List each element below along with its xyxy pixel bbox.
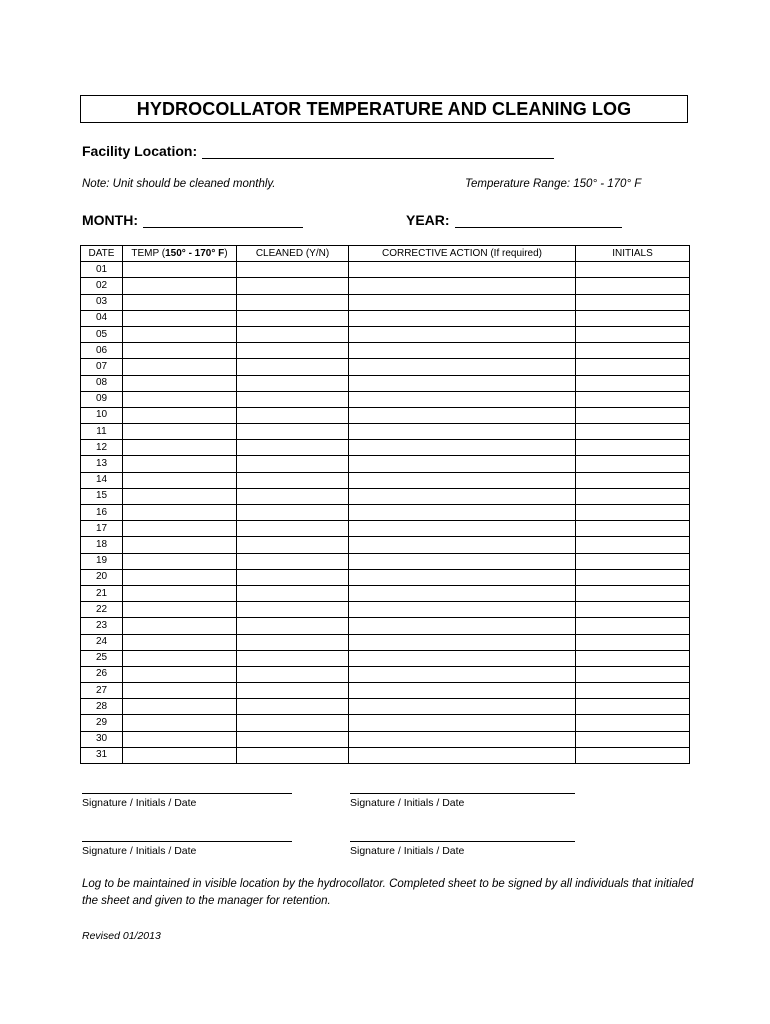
temp-header-suffix: ) [224,247,228,259]
date-cell: 12 [81,440,123,456]
corrective-action-cell[interactable] [349,634,576,650]
retention-note: Log to be maintained in visible location by the hydrocollator. Completed sheet to be signed by all individuals that initialed the sheet and given to the manager for retention. [82,878,694,907]
table-row [81,343,690,359]
temp-cell[interactable] [123,391,237,407]
date-cell: 31 [81,747,123,763]
corrective-action-cell[interactable] [349,310,576,326]
temp-header-prefix: TEMP ( [131,247,166,259]
signature-line-1[interactable] [82,793,292,794]
temp-cell[interactable] [123,521,237,537]
corrective-action-cell[interactable] [349,424,576,440]
corrective-action-cell[interactable] [349,747,576,763]
table-row [81,488,690,504]
table-row [81,585,690,601]
cleaned-cell[interactable] [237,683,349,699]
cleaned-cell[interactable] [237,278,349,294]
date-cell: 29 [81,715,123,731]
table-row [81,424,690,440]
temp-cell[interactable] [123,602,237,618]
cleaned-cell[interactable] [237,424,349,440]
table-row [81,650,690,666]
table-row [81,731,690,747]
corrective-action-cell[interactable] [349,602,576,618]
temp-cell[interactable] [123,343,237,359]
temp-cell[interactable] [123,278,237,294]
temp-cell[interactable] [123,472,237,488]
corrective-action-cell[interactable] [349,553,576,569]
initials-cell[interactable] [576,602,690,618]
initials-cell[interactable] [576,488,690,504]
table-row [81,391,690,407]
initials-cell[interactable] [576,375,690,391]
initials-cell[interactable] [576,343,690,359]
cleaned-cell[interactable] [237,310,349,326]
corrective-action-cell[interactable] [349,391,576,407]
year-field[interactable] [455,213,622,228]
initials-cell[interactable] [576,666,690,682]
corrective-action-cell[interactable] [349,440,576,456]
temp-cell[interactable] [123,456,237,472]
initials-cell[interactable] [576,262,690,278]
month-field[interactable] [143,213,303,228]
year-row [406,212,622,228]
revision-date: Revised 01/2013 [82,930,161,942]
signature-label-3: Signature / Initials / Date [82,845,197,857]
cleaned-cell[interactable] [237,602,349,618]
table-row [81,294,690,310]
table-row [81,407,690,423]
corrective-action-cell[interactable] [349,294,576,310]
initials-cell[interactable] [576,391,690,407]
cleaned-cell[interactable] [237,585,349,601]
cleaned-cell[interactable] [237,326,349,342]
cleaned-cell[interactable] [237,521,349,537]
temp-cell[interactable] [123,440,237,456]
table-header-row [81,246,690,262]
table-row [81,634,690,650]
corrective-action-cell[interactable] [349,326,576,342]
corrective-action-cell[interactable] [349,407,576,423]
date-cell: 05 [81,326,123,342]
initials-cell[interactable] [576,359,690,375]
cleaned-cell[interactable] [237,472,349,488]
initials-cell[interactable] [576,521,690,537]
cleaned-cell[interactable] [237,440,349,456]
corrective-action-cell[interactable] [349,359,576,375]
date-cell: 24 [81,634,123,650]
date-cell: 30 [81,731,123,747]
initials-cell[interactable] [576,278,690,294]
initials-cell[interactable] [576,569,690,585]
cleaned-cell[interactable] [237,650,349,666]
table-row [81,375,690,391]
corrective-action-cell[interactable] [349,488,576,504]
signature-line-2[interactable] [350,793,575,794]
table-row [81,359,690,375]
temp-cell[interactable] [123,326,237,342]
cleaned-cell[interactable] [237,699,349,715]
corrective-action-cell[interactable] [349,262,576,278]
initials-cell[interactable] [576,618,690,634]
initials-cell[interactable] [576,715,690,731]
date-cell: 21 [81,585,123,601]
temp-cell[interactable] [123,359,237,375]
initials-cell[interactable] [576,650,690,666]
cleaned-cell[interactable] [237,456,349,472]
temp-cell[interactable] [123,731,237,747]
date-cell: 07 [81,359,123,375]
date-cell: 03 [81,294,123,310]
initials-cell[interactable] [576,472,690,488]
initials-cell[interactable] [576,634,690,650]
signature-label-2: Signature / Initials / Date [350,797,465,809]
temp-cell[interactable] [123,569,237,585]
corrective-action-cell[interactable] [349,375,576,391]
table-row [81,326,690,342]
cleaned-cell[interactable] [237,618,349,634]
date-cell: 27 [81,683,123,699]
signature-line-4[interactable] [350,841,575,842]
date-cell: 02 [81,278,123,294]
date-cell: 14 [81,472,123,488]
initials-cell[interactable] [576,456,690,472]
date-cell: 08 [81,375,123,391]
date-cell: 19 [81,553,123,569]
corrective-action-cell[interactable] [349,537,576,553]
log-table-body [81,262,690,764]
cleaned-cell[interactable] [237,715,349,731]
table-row [81,683,690,699]
date-cell: 17 [81,521,123,537]
temp-cell[interactable] [123,424,237,440]
cleaned-cell[interactable] [237,262,349,278]
temp-cell[interactable] [123,747,237,763]
table-row [81,666,690,682]
cleaning-note: Note: Unit should be cleaned monthly. [82,178,276,190]
temp-cell[interactable] [123,294,237,310]
corrective-action-cell[interactable] [349,521,576,537]
temp-cell[interactable] [123,537,237,553]
temp-cell[interactable] [123,650,237,666]
temp-cell[interactable] [123,488,237,504]
temp-cell[interactable] [123,375,237,391]
cleaned-cell[interactable] [237,537,349,553]
corrective-action-cell[interactable] [349,618,576,634]
date-cell: 09 [81,391,123,407]
date-cell: 01 [81,262,123,278]
initials-cell[interactable] [576,731,690,747]
table-row [81,618,690,634]
initials-column-header: INITIALS [576,246,690,262]
date-cell: 23 [81,618,123,634]
initials-cell[interactable] [576,537,690,553]
cleaned-cell[interactable] [237,391,349,407]
cleaned-cell[interactable] [237,343,349,359]
table-row [81,715,690,731]
date-cell: 10 [81,407,123,423]
table-row [81,569,690,585]
table-row [81,602,690,618]
temperature-range-note: Temperature Range: 150° - 170° F [465,178,642,190]
initials-cell[interactable] [576,699,690,715]
corrective-action-cell[interactable] [349,505,576,521]
table-row [81,456,690,472]
table-row [81,537,690,553]
date-cell: 20 [81,569,123,585]
date-column-header: DATE [81,246,123,262]
signature-line-3[interactable] [82,841,292,842]
table-row [81,278,690,294]
date-cell: 16 [81,505,123,521]
corrective-action-cell[interactable] [349,650,576,666]
table-row [81,553,690,569]
date-cell: 13 [81,456,123,472]
cleaned-cell[interactable] [237,553,349,569]
corrective-action-cell[interactable] [349,666,576,682]
month-label: MONTH: [82,212,138,228]
table-row [81,310,690,326]
month-row [82,212,303,228]
date-cell: 04 [81,310,123,326]
temp-cell[interactable] [123,310,237,326]
table-row [81,262,690,278]
cleaned-cell[interactable] [237,634,349,650]
signature-label-4: Signature / Initials / Date [350,845,465,857]
corrective-action-column-header: CORRECTIVE ACTION (If required) [349,246,576,262]
initials-cell[interactable] [576,440,690,456]
initials-cell[interactable] [576,294,690,310]
temp-cell[interactable] [123,505,237,521]
corrective-action-cell[interactable] [349,472,576,488]
corrective-action-cell[interactable] [349,731,576,747]
log-title-box [80,95,688,123]
temp-cell[interactable] [123,618,237,634]
date-cell: 11 [81,424,123,440]
cleaned-cell[interactable] [237,747,349,763]
initials-cell[interactable] [576,747,690,763]
cleaned-column-header: CLEANED (Y/N) [237,246,349,262]
temp-header-range: 150° - 170° F [165,247,225,259]
facility-location-field[interactable] [202,144,554,159]
date-cell: 15 [81,488,123,504]
log-table [80,245,690,764]
initials-cell[interactable] [576,683,690,699]
temp-cell[interactable] [123,683,237,699]
cleaned-cell[interactable] [237,407,349,423]
temp-cell[interactable] [123,585,237,601]
table-row [81,699,690,715]
date-cell: 25 [81,650,123,666]
temp-cell[interactable] [123,715,237,731]
table-row [81,521,690,537]
corrective-action-cell[interactable] [349,683,576,699]
table-row [81,440,690,456]
cleaned-cell[interactable] [237,569,349,585]
date-cell: 18 [81,537,123,553]
year-label: YEAR: [406,212,450,228]
temp-cell[interactable] [123,553,237,569]
cleaned-cell[interactable] [237,375,349,391]
temp-cell[interactable] [123,407,237,423]
cleaned-cell[interactable] [237,294,349,310]
initials-cell[interactable] [576,326,690,342]
initials-cell[interactable] [576,505,690,521]
date-cell: 28 [81,699,123,715]
corrective-action-cell[interactable] [349,699,576,715]
corrective-action-cell[interactable] [349,278,576,294]
cleaned-cell[interactable] [237,488,349,504]
date-cell: 26 [81,666,123,682]
facility-location-row [82,143,554,159]
initials-cell[interactable] [576,310,690,326]
initials-cell[interactable] [576,553,690,569]
cleaned-cell[interactable] [237,666,349,682]
cleaned-cell[interactable] [237,359,349,375]
table-row [81,747,690,763]
initials-cell[interactable] [576,424,690,440]
corrective-action-cell[interactable] [349,585,576,601]
page-title: HYDROCOLLATOR TEMPERATURE AND CLEANING LOG [136,98,632,119]
facility-location-label: Facility Location: [82,143,198,159]
cleaned-cell[interactable] [237,731,349,747]
corrective-action-cell[interactable] [349,569,576,585]
temp-cell[interactable] [123,634,237,650]
initials-cell[interactable] [576,585,690,601]
temp-cell[interactable] [123,699,237,715]
corrective-action-cell[interactable] [349,456,576,472]
initials-cell[interactable] [576,407,690,423]
signature-label-1: Signature / Initials / Date [82,797,197,809]
temp-cell[interactable] [123,666,237,682]
cleaned-cell[interactable] [237,505,349,521]
date-cell: 22 [81,602,123,618]
table-row [81,472,690,488]
date-cell: 06 [81,343,123,359]
corrective-action-cell[interactable] [349,343,576,359]
table-row [81,505,690,521]
temp-column-header [123,246,237,262]
temp-cell[interactable] [123,262,237,278]
corrective-action-cell[interactable] [349,715,576,731]
